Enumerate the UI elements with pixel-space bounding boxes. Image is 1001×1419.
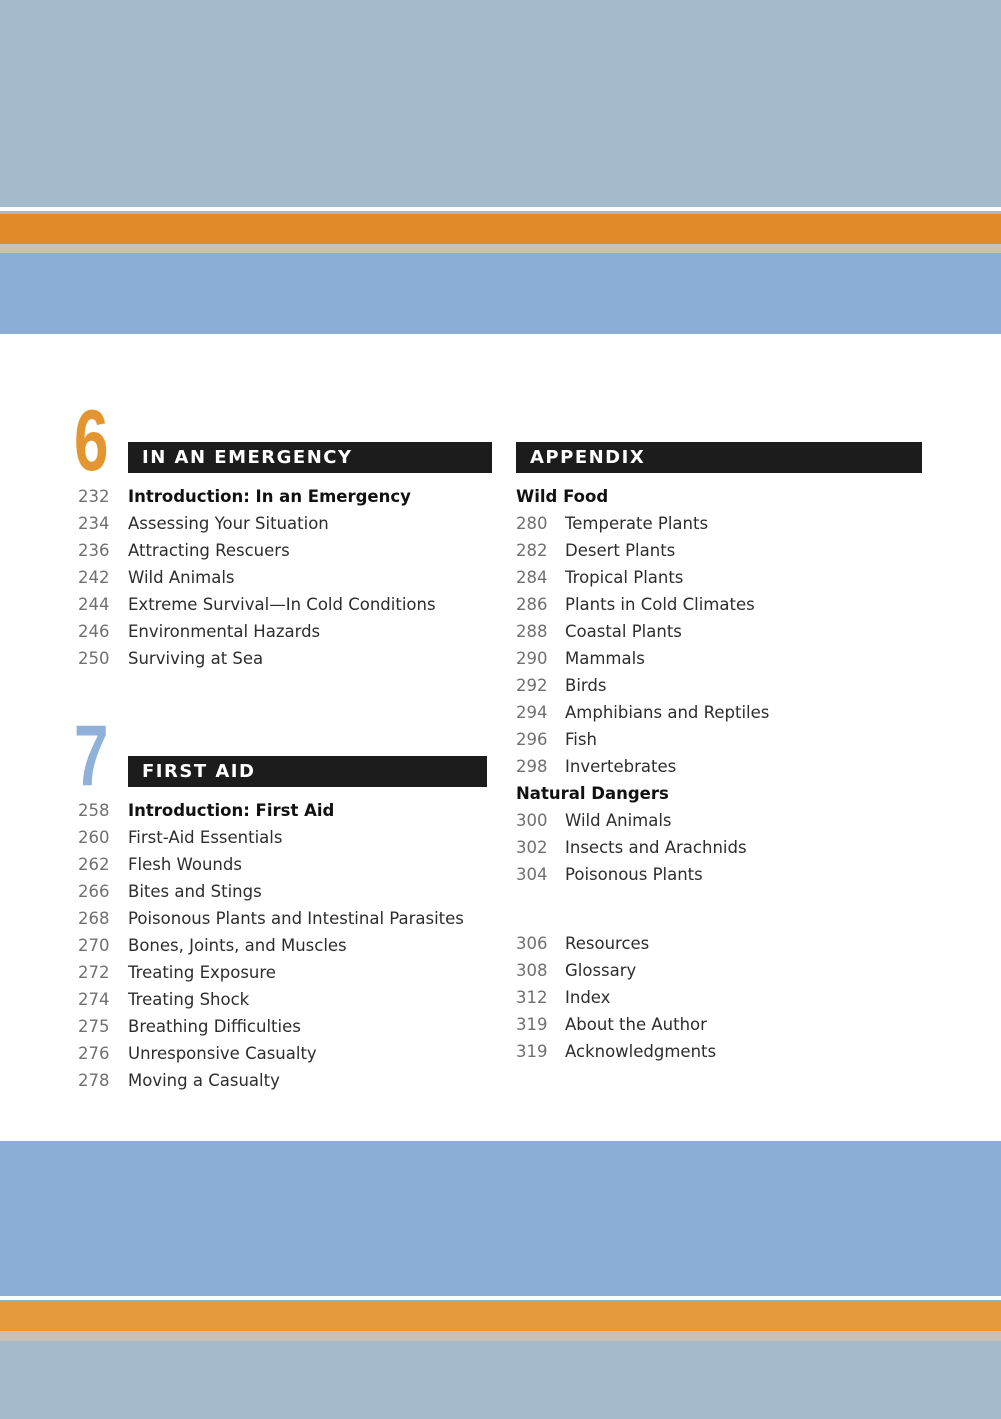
page-number: 260	[78, 828, 110, 847]
toc-entry[interactable]	[78, 645, 498, 672]
page-number: 306	[516, 934, 548, 953]
entry-title: Mammals	[565, 649, 645, 668]
toc-entry[interactable]	[516, 537, 936, 564]
entry-title: Wild Animals	[565, 811, 672, 830]
entry-title: First-Aid Essentials	[128, 828, 283, 847]
page-number: 242	[78, 568, 110, 587]
page-number: 278	[78, 1071, 110, 1090]
toc-entry[interactable]	[78, 483, 498, 510]
toc-entry[interactable]	[516, 618, 936, 645]
chapter-number-7: 7	[74, 708, 109, 804]
bottom-orange-stripe	[0, 1302, 1001, 1331]
top-blue-band	[0, 253, 1001, 334]
entry-title: Fish	[565, 730, 597, 749]
bottom-tan-stripe	[0, 1331, 1001, 1341]
toc-entry[interactable]	[516, 672, 936, 699]
entry-title: Coastal Plants	[565, 622, 682, 641]
entry-title: Insects and Arachnids	[565, 838, 747, 857]
entry-title: Surviving at Sea	[128, 649, 264, 668]
page-number: 304	[516, 865, 548, 884]
top-orange-stripe	[0, 214, 1001, 244]
page-number: 258	[78, 801, 110, 820]
top-grey-band	[0, 0, 1001, 207]
page-number: 246	[78, 622, 110, 641]
toc-entry[interactable]	[516, 807, 936, 834]
entry-title: Amphibians and Reptiles	[565, 703, 770, 722]
toc-entry[interactable]	[78, 591, 498, 618]
entry-title: Plants in Cold Climates	[565, 595, 755, 614]
page-number: 275	[78, 1017, 110, 1036]
page-number: 266	[78, 882, 110, 901]
toc-entry[interactable]	[78, 1067, 498, 1094]
entry-title: Treating Exposure	[128, 963, 276, 982]
entry-title: Moving a Casualty	[128, 1071, 280, 1090]
page-number: 319	[516, 1042, 548, 1061]
entry-title: Bites and Stings	[128, 882, 262, 901]
category-heading-wild-food: Wild Food	[516, 487, 609, 506]
entry-title: About the Author	[565, 1015, 707, 1034]
entry-title: Introduction: First Aid	[128, 801, 335, 820]
page-number: 280	[516, 514, 548, 533]
page-number: 272	[78, 963, 110, 982]
toc-entry[interactable]	[78, 510, 498, 537]
page-number: 292	[516, 676, 548, 695]
section-header-emergency: IN AN EMERGENCY	[128, 442, 492, 473]
entry-title: Glossary	[565, 961, 637, 980]
page-number: 236	[78, 541, 110, 560]
page-number: 234	[78, 514, 110, 533]
page-number: 284	[516, 568, 548, 587]
page-number: 244	[78, 595, 110, 614]
page-number: 276	[78, 1044, 110, 1063]
entry-title: Flesh Wounds	[128, 855, 242, 874]
toc-entry[interactable]	[516, 645, 936, 672]
entry-title: Index	[565, 988, 611, 1007]
page-number: 319	[516, 1015, 548, 1034]
toc-entry[interactable]	[516, 591, 936, 618]
entry-title: Wild Animals	[128, 568, 235, 587]
page-number: 232	[78, 487, 110, 506]
entry-title: Poisonous Plants	[565, 865, 703, 884]
toc-entry[interactable]	[78, 537, 498, 564]
toc-entry[interactable]	[516, 930, 936, 957]
entry-title: Tropical Plants	[565, 568, 684, 587]
toc-entry[interactable]	[78, 618, 498, 645]
section-header-appendix: APPENDIX	[516, 442, 922, 473]
chapter-number-6: 6	[74, 393, 109, 489]
page-number: 262	[78, 855, 110, 874]
entry-title: Attracting Rescuers	[128, 541, 290, 560]
page-number: 296	[516, 730, 548, 749]
entry-title: Unresponsive Casualty	[128, 1044, 317, 1063]
toc-entry[interactable]	[516, 726, 936, 753]
entry-title: Resources	[565, 934, 650, 953]
entry-title: Desert Plants	[565, 541, 676, 560]
entry-title: Extreme Survival—In Cold Conditions	[128, 595, 436, 614]
toc-entry[interactable]	[78, 797, 498, 824]
entry-title: Bones, Joints, and Muscles	[128, 936, 347, 955]
toc-entry[interactable]	[516, 984, 936, 1011]
toc-entry[interactable]	[78, 878, 498, 905]
page-number: 290	[516, 649, 548, 668]
entry-title: Breathing Difficulties	[128, 1017, 301, 1036]
page-number: 302	[516, 838, 548, 857]
toc-entry[interactable]	[78, 1013, 498, 1040]
page-number: 250	[78, 649, 110, 668]
back-matter-list	[516, 930, 936, 1065]
toc-entry[interactable]	[516, 699, 936, 726]
toc-entry[interactable]	[78, 1040, 498, 1067]
first-aid-list	[78, 797, 498, 1094]
entry-title: Assessing Your Situation	[128, 514, 329, 533]
page-number: 308	[516, 961, 548, 980]
entry-title: Poisonous Plants and Intestinal Parasites	[128, 909, 464, 928]
appendix-list	[516, 483, 936, 888]
entry-title: Birds	[565, 676, 607, 695]
entry-title: Invertebrates	[565, 757, 677, 776]
page-number: 300	[516, 811, 548, 830]
toc-entry[interactable]	[78, 564, 498, 591]
toc-entry[interactable]	[516, 510, 936, 537]
page-number: 270	[78, 936, 110, 955]
toc-entry[interactable]	[78, 959, 498, 986]
page-number: 268	[78, 909, 110, 928]
emergency-list	[78, 483, 498, 672]
entry-title: Acknowledgments	[565, 1042, 717, 1061]
toc-entry[interactable]	[516, 1011, 936, 1038]
toc-entry[interactable]	[78, 824, 498, 851]
page-number: 312	[516, 988, 548, 1007]
category-heading-natural-dangers: Natural Dangers	[516, 784, 669, 803]
toc-entry[interactable]	[516, 957, 936, 984]
toc-entry[interactable]	[78, 905, 498, 932]
page-number: 286	[516, 595, 548, 614]
page-number: 288	[516, 622, 548, 641]
entry-title: Treating Shock	[128, 990, 250, 1009]
top-tan-stripe	[0, 244, 1001, 253]
page-number: 294	[516, 703, 548, 722]
entry-title: Environmental Hazards	[128, 622, 321, 641]
toc-entry[interactable]	[78, 932, 498, 959]
toc-entry[interactable]	[516, 564, 936, 591]
bottom-blue-band	[0, 1141, 1001, 1296]
page-number: 274	[78, 990, 110, 1009]
section-header-first-aid: FIRST AID	[128, 756, 487, 787]
toc-entry[interactable]	[516, 753, 936, 780]
bottom-grey-band	[0, 1341, 1001, 1419]
toc-entry[interactable]	[78, 986, 498, 1013]
entry-title: Introduction: In an Emergency	[128, 487, 411, 506]
toc-entry[interactable]	[516, 834, 936, 861]
page-number: 282	[516, 541, 548, 560]
toc-entry[interactable]	[516, 1038, 936, 1065]
toc-entry[interactable]	[516, 861, 936, 888]
page-number: 298	[516, 757, 548, 776]
toc-entry[interactable]	[78, 851, 498, 878]
entry-title: Temperate Plants	[565, 514, 709, 533]
